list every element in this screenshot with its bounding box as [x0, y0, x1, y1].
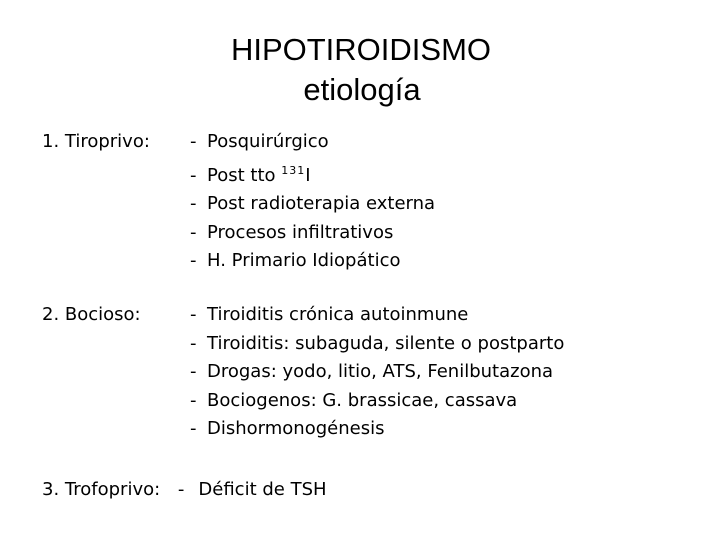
list-item: Déficit de TSH	[198, 479, 327, 500]
list-item: - Bociogenos: G. brassicae, cassava	[190, 389, 518, 411]
list-item: - Procesos infiltrativos	[190, 221, 394, 243]
list-item: - Drogas: yodo, litio, ATS, Fenilbutazona	[190, 361, 554, 382]
list-item: - Post tto $^{131}$I	[190, 163, 311, 186]
category-label-tiroprivo: 1. Tiroprivo:	[42, 131, 150, 152]
list-item: - Dishormonogénesis	[190, 418, 385, 439]
list-item: - Posquirúrgico	[190, 131, 329, 152]
trofoprivo-row	[42, 476, 327, 504]
list-item: - Tiroiditis crónica autoinmune	[190, 304, 469, 325]
title-subtitle: etiología	[303, 72, 421, 107]
bocioso-list	[190, 301, 564, 444]
tiroprivo-list	[190, 128, 435, 276]
list-item: - H. Primario Idiopático	[190, 250, 401, 271]
list-item: - Tiroiditis: subaguda, silente o postparto	[190, 332, 565, 354]
isotope-superscript: 131	[281, 163, 306, 177]
list-item-dash: -	[177, 479, 185, 500]
category-label-trofoprivo: 3. Trofoprivo:	[42, 479, 161, 500]
title-main: HIPOTIROIDISMO	[230, 32, 492, 67]
slide-title	[0, 30, 720, 110]
category-label-bocioso: 2. Bocioso:	[42, 304, 141, 325]
list-item: - Post radioterapia externa	[190, 193, 436, 214]
